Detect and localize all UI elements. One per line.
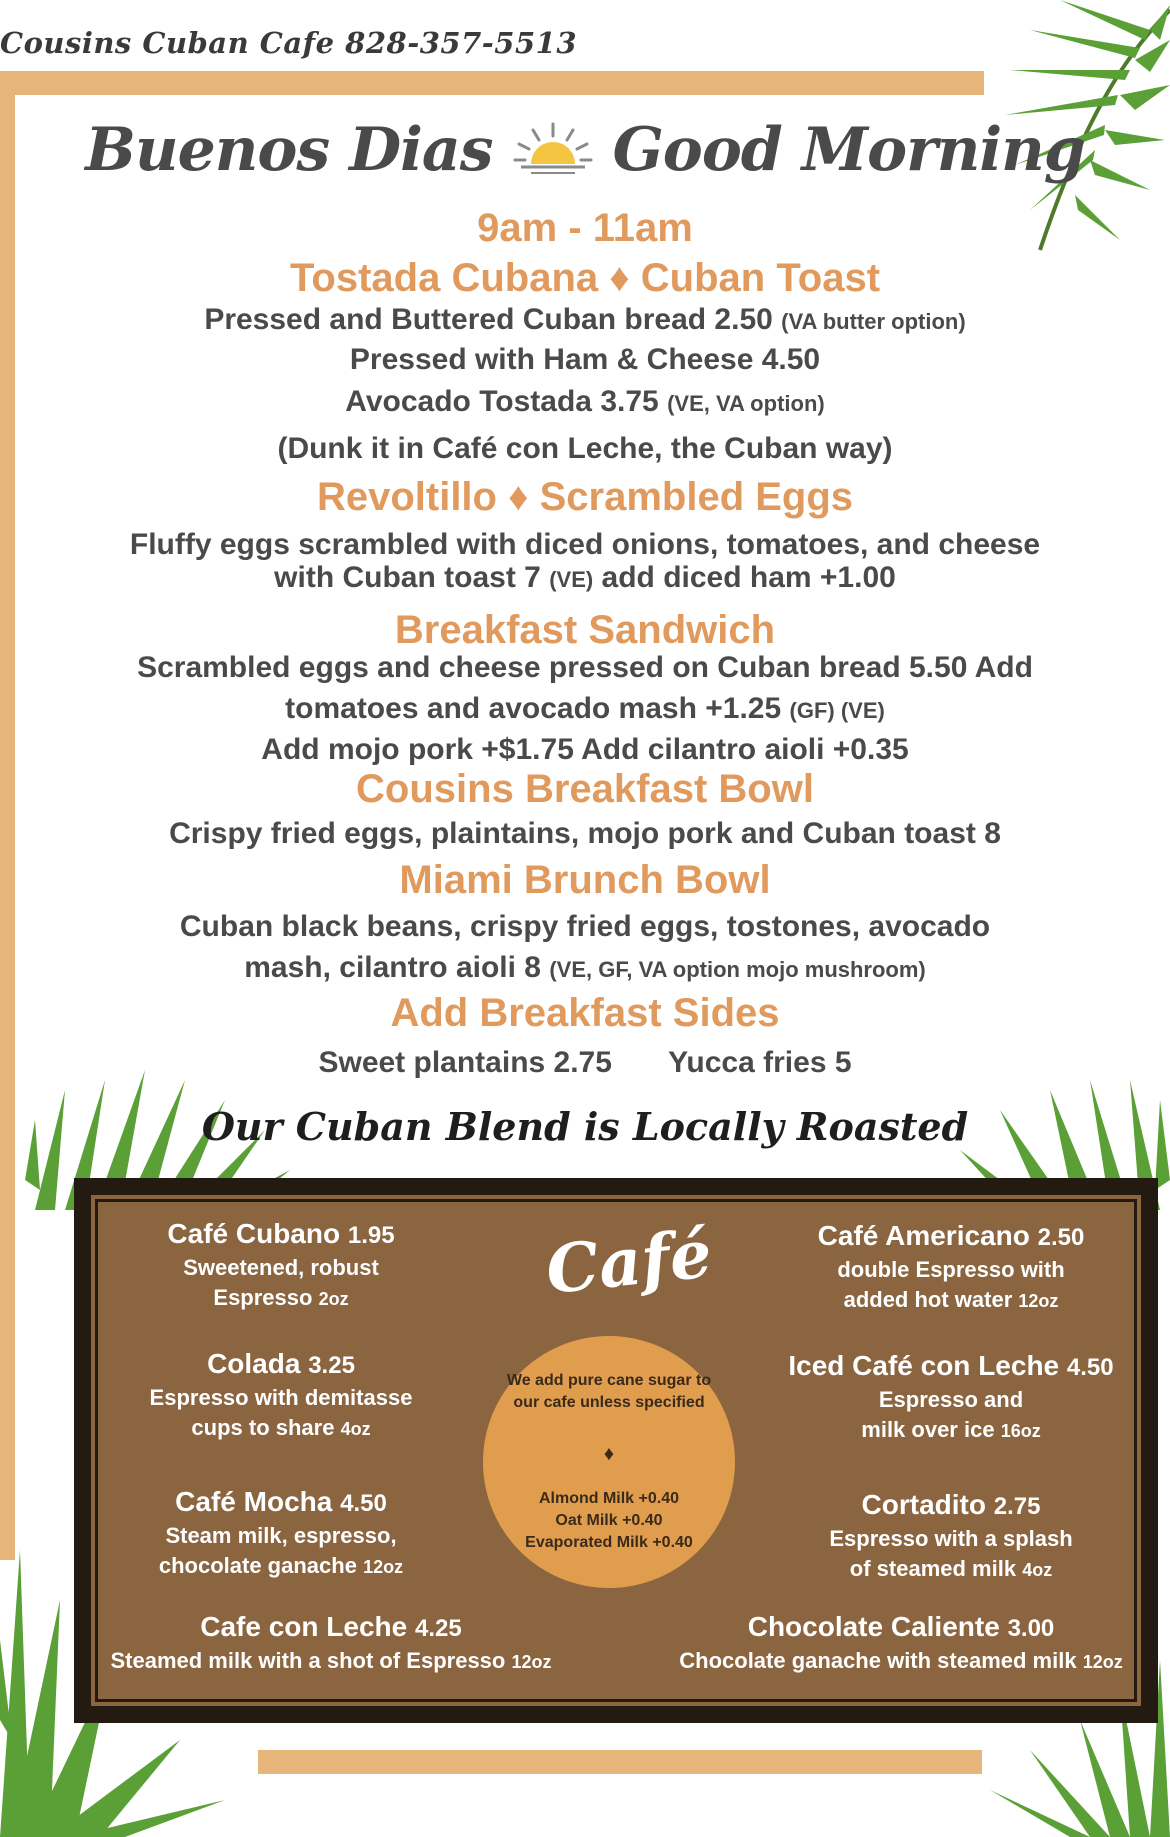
diamond-icon: ♦: [603, 1443, 615, 1465]
drink-colada: Colada 3.25 Espresso with demitasse cups to share 4oz: [149, 1348, 413, 1440]
cafe-board: [74, 1178, 1158, 1723]
title-good-morning: Good Morning: [612, 115, 1085, 185]
section-heading-tostada: Tostada Cubana ♦ Cuban Toast: [289, 256, 881, 300]
tostada-line-4: (Dunk it in Café con Leche, the Cuban way): [277, 432, 893, 465]
side-sweet-plantains: Sweet plantains 2.75: [318, 1046, 612, 1079]
frame-top-bar: [0, 71, 984, 95]
sandwich-line-1: Scrambled eggs and cheese pressed on Cuban bread 5.50 Add: [137, 651, 1033, 684]
miami-bowl-line-1: Cuban black beans, crispy fried eggs, tostones, avocado: [179, 910, 991, 943]
sun-icon: [511, 120, 595, 180]
sandwich-line-3: Add mojo pork +$1.75 Add cilantro aioli +0.35: [261, 733, 909, 766]
section-heading-miami-bowl: Miami Brunch Bowl: [399, 858, 771, 902]
hours: 9am - 11am: [477, 206, 693, 250]
tostada-line-3: Avocado Tostada 3.75 (VE, VA option): [345, 385, 825, 418]
drink-cafe-americano: Café Americano 2.50 double Espresso with added hot water 12oz: [817, 1220, 1085, 1312]
sugar-note: We add pure cane sugar to our cafe unless specified: [506, 1372, 712, 1411]
drink-iced-cafe-con-leche: Iced Café con Leche 4.50 Espresso and milk over ice 16oz: [788, 1350, 1114, 1442]
section-heading-sandwich: Breakfast Sandwich: [394, 608, 776, 652]
drink-chocolate-caliente: Chocolate Caliente 3.00 Chocolate ganache with steamed milk 12oz: [679, 1611, 1123, 1673]
side-yucca-fries: Yucca fries 5: [668, 1046, 852, 1079]
blend-tagline: Our Cuban Blend is Locally Roasted: [201, 1104, 969, 1149]
section-heading-cousins-bowl: Cousins Breakfast Bowl: [356, 767, 814, 811]
page-title: [0, 110, 1170, 190]
milk-options: Almond Milk +0.40 Oat Milk +0.40 Evaporated Milk +0.40: [525, 1490, 693, 1551]
section-heading-revoltillo: Revoltillo ♦ Scrambled Eggs: [316, 475, 854, 519]
sides-line: [0, 1045, 1170, 1081]
frame-bottom-bar: [258, 1750, 982, 1774]
title-buenos-dias: Buenos Dias: [85, 115, 493, 185]
revoltillo-line-1: Fluffy eggs scrambled with diced onions, tomatoes, and cheese: [129, 528, 1041, 561]
miami-bowl-line-2: mash, cilantro aioli 8 (VE, GF, VA option mojo mushroom): [244, 951, 926, 984]
tostada-line-2: Pressed with Ham & Cheese 4.50: [349, 343, 821, 376]
revoltillo-line-2: with Cuban toast 7 (VE) add diced ham +1.00: [274, 561, 896, 594]
tostada-line-1: Pressed and Buttered Cuban bread 2.50 (VA butter option): [204, 303, 966, 336]
drink-cafe-cubano: Café Cubano 1.95 Sweetened, robust Espresso 2oz: [167, 1218, 395, 1310]
sugar-note-circle: [483, 1336, 735, 1588]
drink-cafe-mocha: Café Mocha 4.50 Steam milk, espresso, chocolate ganache 12oz: [158, 1486, 404, 1578]
cafe-board-title: Café: [542, 1214, 716, 1310]
sandwich-line-2: tomatoes and avocado mash +1.25 (GF) (VE): [285, 692, 885, 725]
drink-cafe-con-leche: Cafe con Leche 4.25 Steamed milk with a shot of Espresso 12oz: [110, 1611, 552, 1673]
cafe-board-inner: [88, 1192, 1144, 1709]
cafe-name-phone: Cousins Cuban Cafe 828-357-5513: [0, 26, 578, 60]
cousins-bowl-line-1: Crispy fried eggs, plaintains, mojo pork and Cuban toast 8: [169, 817, 1001, 850]
section-heading-sides: Add Breakfast Sides: [390, 991, 780, 1035]
drink-cortadito: Cortadito 2.75 Espresso with a splash of steamed milk 4oz: [829, 1489, 1073, 1581]
